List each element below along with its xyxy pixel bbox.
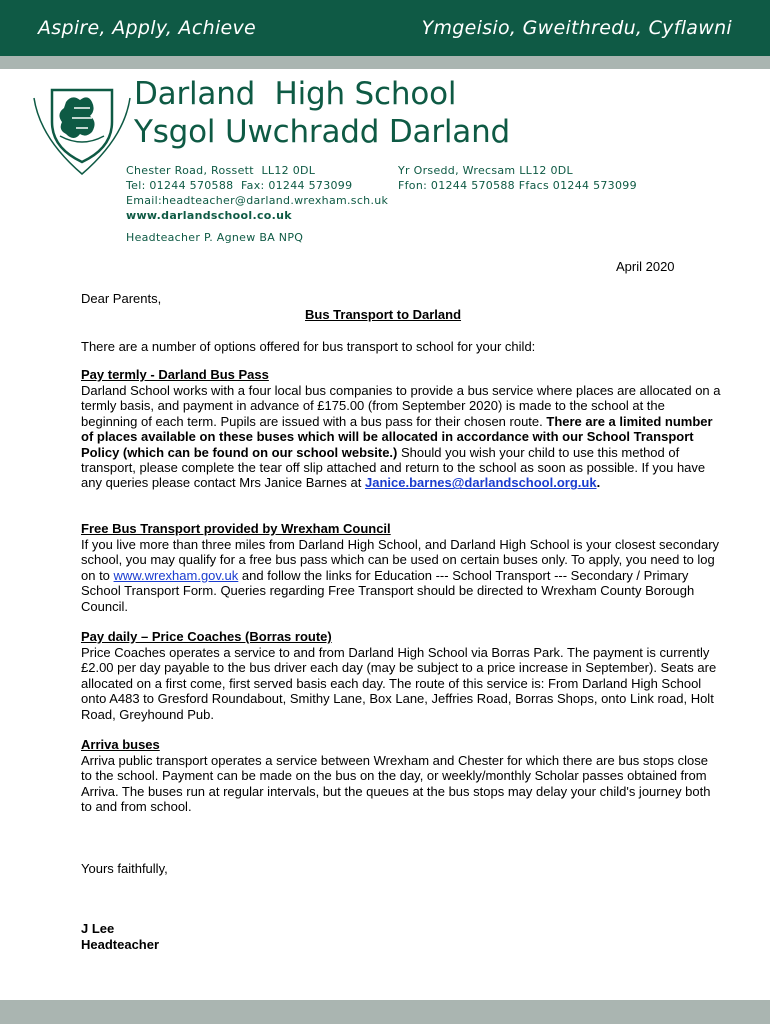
header-divider-band xyxy=(0,56,770,69)
signer-name: J Lee xyxy=(81,921,115,936)
intro-text: There are a number of options offered for bus transport to school for your child: xyxy=(81,339,536,354)
section-heading-bus-pass: Pay termly - Darland Bus Pass xyxy=(81,367,269,382)
section-body-arriva: Arriva public transport operates a service between Wrexham and Chester for which there are bus stops close to the school. Payment can be made on the bus on the day, or weekly/monthly Scholar passes obtained from Arriva. The buses run at regular intervals, but the queues at the bus stops may delay your child's journey both to and from school. xyxy=(81,753,711,815)
school-name-welsh: Ysgol Uwchradd Darland xyxy=(134,114,511,150)
footer-band xyxy=(0,1000,770,1024)
section-body-bus-pass xyxy=(81,383,721,491)
bus-pass-end: . xyxy=(596,475,601,491)
school-crest-icon xyxy=(32,78,132,178)
bus-pass-text: Darland School works with a four local bus companies to provide a bus service where places are allocated on a termly basis, and payment in advance of £175.00 (from September 2020) is made to the school at the beginning of each term. Pupils are issued with a bus pass for their chosen route. xyxy=(81,383,721,429)
address-english: Chester Road, Rossett LL12 0DL xyxy=(126,164,316,177)
motto-english: Aspire, Apply, Achieve xyxy=(38,17,257,39)
letter-title: Bus Transport to Darland xyxy=(305,307,462,322)
phone-english: Tel: 01244 570588 Fax: 01244 573099 xyxy=(126,179,353,192)
section-heading-free-transport: Free Bus Transport provided by Wrexham Council xyxy=(81,521,391,536)
free-transport-text-2: and follow the links for Education --- School Transport --- Secondary / Primary School Transport Form. Queries regarding Free Transport should be directed to Wrexham County Borough Council. xyxy=(81,567,695,614)
school-email[interactable]: Email:headteacher@darland.wrexham.sch.uk xyxy=(126,194,389,207)
bus-pass-instructions: Should you wish your child to use this method of transport, please complete the tear off slip attached and return to the school as soon as possible. If you have any queries please contact Mrs Janice Barnes at xyxy=(81,444,706,491)
motto-welsh: Ymgeisio, Gweithredu, Cyflawni xyxy=(421,17,732,39)
school-name-english: Darland High School xyxy=(134,76,457,112)
headteacher-line: Headteacher P. Agnew BA NPQ xyxy=(126,231,304,244)
address-welsh: Yr Orsedd, Wrecsam LL12 0DL xyxy=(398,164,573,177)
phone-welsh: Ffon: 01244 570588 Ffacs 01244 573099 xyxy=(398,179,637,192)
section-body-price-coaches: Price Coaches operates a service to and from Darland High School via Borras Park. The payment is currently £2.00 per day payable to the bus driver each day (may be subject to a price increase in September). Seats are allocated on a first come, first served basis each day. The route of this service is: From Darland High School onto A483 to Gresford Roundabout, Smithy Lane, Box Lane, Jeffries Road, Borras Shops, onto Link road, Holt Road, Greyhound Pub. xyxy=(81,645,717,722)
salutation: Dear Parents, xyxy=(81,291,162,306)
header-banner xyxy=(0,0,770,56)
signer-title: Headteacher xyxy=(81,937,160,952)
bus-pass-policy-note: There are a limited number of places available on these buses which will be allocated in accordance with our School Transport Policy (which can be found on our school website.) xyxy=(81,413,713,460)
wrexham-website-link[interactable]: www.wrexham.gov.uk xyxy=(113,567,239,583)
contact-email-link[interactable]: Janice.barnes@darlandschool.org.uk xyxy=(365,475,597,491)
school-website-link[interactable]: www.darlandschool.co.uk xyxy=(126,209,292,222)
section-body-free-transport xyxy=(81,537,721,614)
closing: Yours faithfully, xyxy=(81,861,168,876)
letter-date: April 2020 xyxy=(616,259,675,274)
free-transport-text: If you live more than three miles from Darland High School, and Darland High School is your closest secondary school, you may qualify for a free bus pass which can be used on certain buses only. To apply, you need to log on to xyxy=(81,537,720,583)
section-heading-arriva: Arriva buses xyxy=(81,737,160,752)
section-heading-price-coaches: Pay daily – Price Coaches (Borras route) xyxy=(81,629,332,644)
